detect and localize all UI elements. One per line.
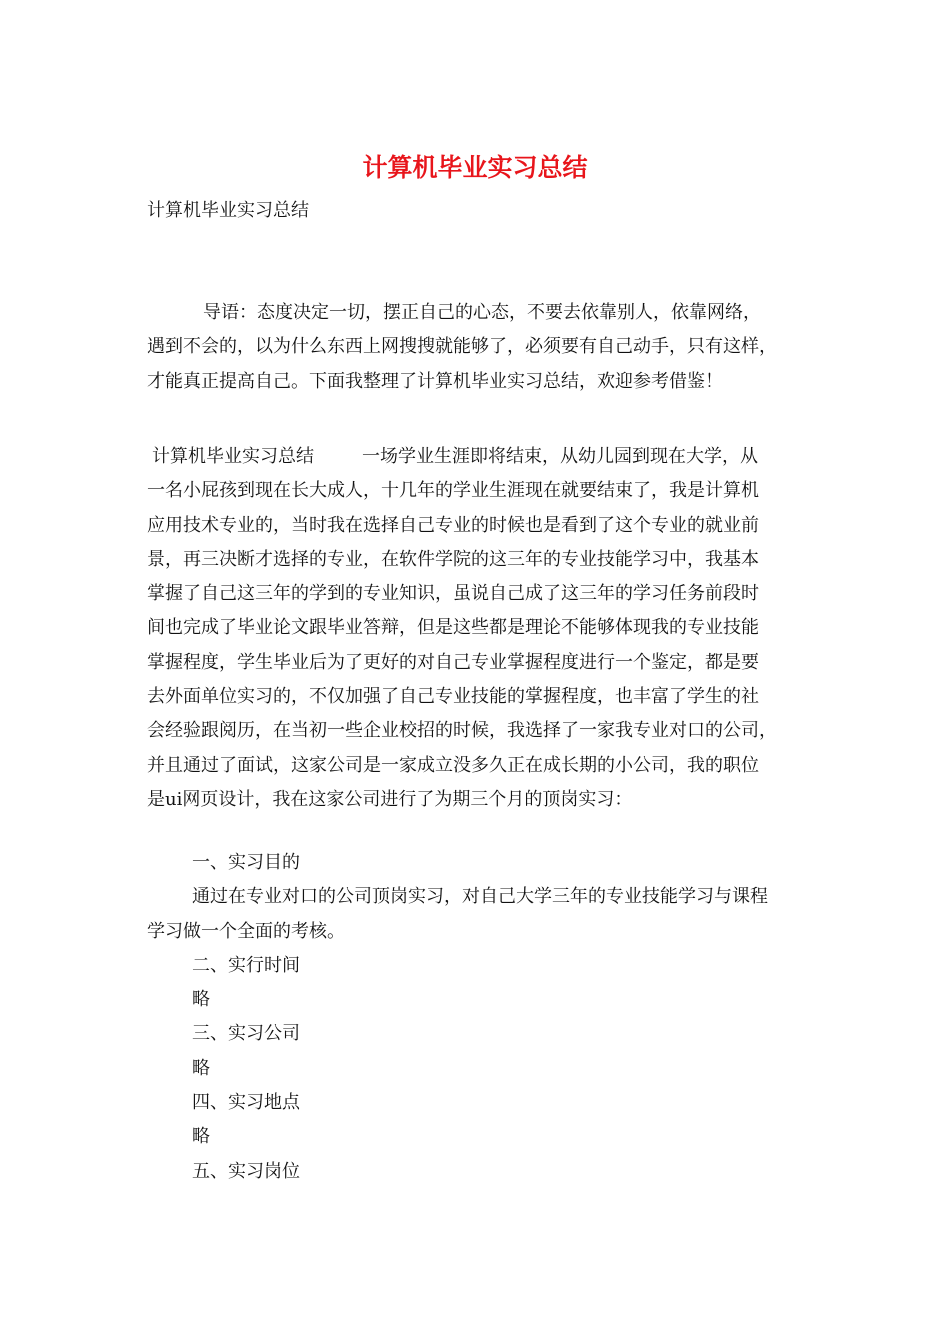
summary-line: 并且通过了面试，这家公司是一家成立没多久正在成长期的小公司，我的职位 xyxy=(147,754,759,776)
summary-line: 景，再三决断才选择的专业，在软件学院的这三年的专业技能学习中，我基本 xyxy=(147,548,759,570)
summary-line: 是ui网页设计，我在这家公司进行了为期三个月的顶岗实习： xyxy=(147,788,633,810)
summary-line: 一场学业生涯即将结束，从幼儿园到现在大学，从 xyxy=(362,446,758,467)
summary-line: 会经验跟阅历，在当初一些企业校招的时候，我选择了一家我专业对口的公司， xyxy=(147,720,777,742)
sections-list xyxy=(147,846,812,1189)
document-title: 计算机毕业实习总结 xyxy=(362,153,588,182)
section-heading-position: 五、实习岗位 xyxy=(192,1160,300,1182)
summary-paragraph xyxy=(147,440,812,817)
summary-line: 应用技术专业的，当时我在选择自己专业的时候也是看到了这个专业的就业前 xyxy=(147,514,759,536)
section-text-location: 略 xyxy=(192,1126,210,1148)
summary-first-line xyxy=(147,440,812,474)
section-text-time: 略 xyxy=(192,989,210,1011)
section-heading-purpose: 一、实习目的 xyxy=(192,852,300,873)
section-heading-time: 二、实行时间 xyxy=(192,954,300,976)
summary-line: 间也完成了毕业论文跟毕业答辩，但是这些都是理论不能够体现我的专业技能 xyxy=(147,617,759,639)
document-subtitle: 计算机毕业实习总结 xyxy=(147,200,309,221)
intro-line: 导语：态度决定一切，摆正自己的心态，不要去依靠别人，依靠网络， xyxy=(203,302,761,323)
summary-line: 掌握程度，学生毕业后为了更好的对自己专业掌握程度进行一个鉴定，都是要 xyxy=(147,651,759,673)
section-text-purpose-line: 通过在专业对口的公司顶岗实习，对自己大学三年的专业技能学习与课程 xyxy=(192,886,768,908)
summary-line: 掌握了自己这三年的学到的专业知识，虽说自己成了这三年的学习任务前段时 xyxy=(147,583,759,605)
section-heading-company: 三、实习公司 xyxy=(192,1023,300,1045)
intro-line: 遇到不会的，以为什么东西上网搜搜就能够了，必须要有自己动手，只有这样， xyxy=(147,336,777,358)
section-text-purpose-line: 学习做一个全面的考核。 xyxy=(147,920,345,942)
intro-line: 才能真正提高自己。下面我整理了计算机毕业实习总结，欢迎参考借鉴！ xyxy=(147,370,723,392)
summary-line: 一名小屁孩到现在长大成人，十几年的学业生涯现在就要结束了，我是计算机 xyxy=(147,480,759,502)
section-heading-location: 四、实习地点 xyxy=(192,1092,300,1114)
intro-paragraph xyxy=(147,296,812,399)
summary-heading: 计算机毕业实习总结 xyxy=(152,446,314,467)
summary-line: 去外面单位实习的，不仅加强了自己专业技能的掌握程度，也丰富了学生的社 xyxy=(147,686,759,708)
section-text-company: 略 xyxy=(192,1057,210,1079)
